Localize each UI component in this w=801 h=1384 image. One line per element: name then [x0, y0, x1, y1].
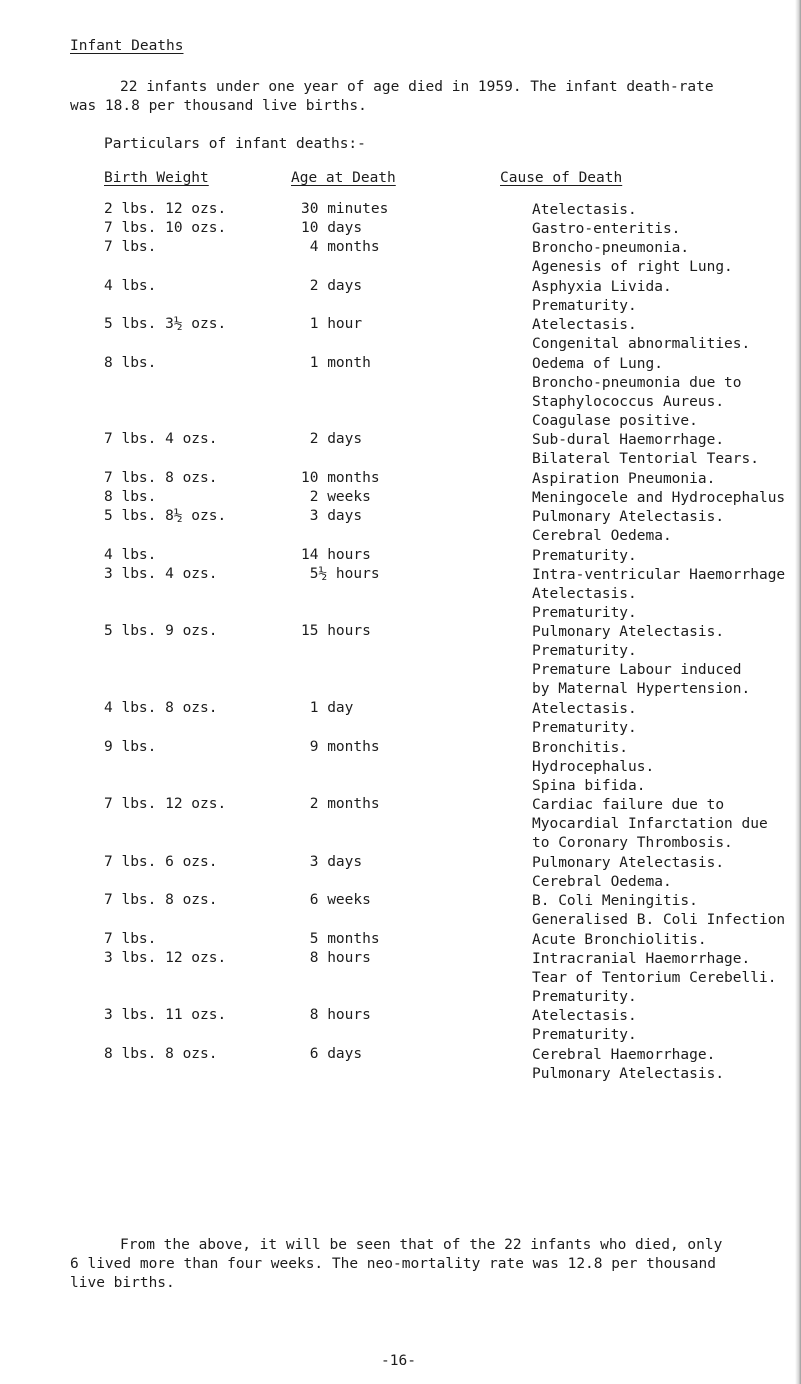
- cause-line: Prematurity.: [532, 1027, 637, 1043]
- birth-weight-cell: 7 lbs. 10 ozs.: [104, 220, 227, 236]
- cause-of-death-cell: [532, 201, 798, 220]
- cause-line: Prematurity.: [532, 720, 637, 736]
- age-at-death-cell: 10 months: [301, 470, 380, 486]
- cause-line: Gastro-enteritis.: [532, 221, 681, 237]
- cause-line: Pulmonary Atelectasis.: [532, 509, 725, 525]
- cause-line: Cerebral Oedema.: [532, 874, 672, 890]
- cause-line: Atelectasis.: [532, 317, 637, 333]
- birth-weight-cell: 5 lbs. 3½ ozs.: [104, 316, 227, 332]
- cause-of-death-cell: [532, 931, 798, 950]
- cause-of-death-cell: [532, 220, 798, 239]
- cause-line: Generalised B. Coli Infection: [532, 912, 786, 928]
- age-at-death-cell: 9 months: [301, 739, 380, 755]
- cause-line: Coagulase positive.: [532, 413, 698, 429]
- cause-line: Tear of Tentorium Cerebelli.: [532, 970, 777, 986]
- birth-weight-cell: 4 lbs.: [104, 547, 157, 563]
- cause-line: Sub-dural Haemorrhage.: [532, 432, 725, 448]
- cause-line: Myocardial Infarctation due: [532, 816, 768, 832]
- cause-line: Atelectasis.: [532, 1008, 637, 1024]
- intro-line-2: was 18.8 per thousand live births.: [70, 98, 367, 114]
- cause-line: Atelectasis.: [532, 701, 637, 717]
- age-at-death-cell: 2 days: [301, 431, 363, 447]
- birth-weight-cell: 2 lbs. 12 ozs.: [104, 201, 227, 217]
- cause-of-death-cell: [532, 950, 798, 1007]
- summary-line-2: 6 lived more than four weeks. The neo-mortality rate was 12.8 per thousand: [70, 1256, 717, 1272]
- age-at-death-cell: 5 months: [301, 931, 380, 947]
- cause-line: Prematurity.: [532, 643, 637, 659]
- cause-line: Pulmonary Atelectasis.: [532, 624, 725, 640]
- birth-weight-cell: 7 lbs. 8 ozs.: [104, 892, 218, 908]
- cause-of-death-cell: [532, 566, 798, 623]
- summary-line-3: live births.: [70, 1275, 175, 1291]
- cause-of-death-cell: [532, 489, 798, 508]
- cause-line: Broncho-pneumonia due to: [532, 375, 742, 391]
- birth-weight-cell: 7 lbs.: [104, 931, 157, 947]
- birth-weight-cell: 4 lbs.: [104, 278, 157, 294]
- summary-paragraph: [70, 1236, 790, 1293]
- cause-of-death-cell: [532, 316, 798, 354]
- intro-line-1: 22 infants under one year of age died in 1959. The infant death-rate: [120, 79, 714, 95]
- birth-weight-cell: 5 lbs. 8½ ozs.: [104, 508, 227, 524]
- age-at-death-cell: 1 day: [301, 700, 354, 716]
- particulars-heading: Particulars of infant deaths:-: [104, 136, 366, 152]
- birth-weight-cell: 8 lbs.: [104, 489, 157, 505]
- cause-of-death-cell: [532, 700, 798, 738]
- age-at-death-cell: 6 days: [301, 1046, 363, 1062]
- age-at-death-cell: 4 months: [301, 239, 380, 255]
- cause-line: Intra-ventricular Haemorrhage: [532, 567, 786, 583]
- age-at-death-cell: 14 hours: [301, 547, 371, 563]
- cause-line: by Maternal Hypertension.: [532, 681, 751, 697]
- birth-weight-cell: 7 lbs. 4 ozs.: [104, 431, 218, 447]
- age-at-death-cell: 30 minutes: [301, 201, 389, 217]
- cause-of-death-cell: [532, 278, 798, 316]
- birth-weight-cell: 3 lbs. 12 ozs.: [104, 950, 227, 966]
- age-at-death-cell: 8 hours: [301, 950, 371, 966]
- cause-line: Premature Labour induced: [532, 662, 742, 678]
- age-at-death-cell: 3 days: [301, 508, 363, 524]
- cause-of-death-cell: [532, 892, 798, 930]
- birth-weight-cell: 4 lbs. 8 ozs.: [104, 700, 218, 716]
- column-header-age-at-death: Age at Death: [291, 170, 396, 186]
- age-at-death-cell: 6 weeks: [301, 892, 371, 908]
- cause-line: Acute Bronchiolitis.: [532, 932, 707, 948]
- age-at-death-cell: 1 hour: [301, 316, 363, 332]
- column-header-birth-weight: Birth Weight: [104, 170, 209, 186]
- cause-of-death-cell: [532, 547, 798, 566]
- cause-line: Atelectasis.: [532, 202, 637, 218]
- cause-line: Cerebral Oedema.: [532, 528, 672, 544]
- cause-line: Congenital abnormalities.: [532, 336, 751, 352]
- cause-line: Hydrocephalus.: [532, 759, 655, 775]
- cause-line: Meningocele and Hydrocephalus: [532, 490, 786, 506]
- age-at-death-cell: 2 weeks: [301, 489, 371, 505]
- cause-line: Bilateral Tentorial Tears.: [532, 451, 759, 467]
- age-at-death-cell: 2 days: [301, 278, 363, 294]
- age-at-death-cell: 5½ hours: [301, 566, 380, 582]
- age-at-death-cell: 8 hours: [301, 1007, 371, 1023]
- cause-line: Pulmonary Atelectasis.: [532, 855, 725, 871]
- age-at-death-cell: 10 days: [301, 220, 363, 236]
- birth-weight-cell: 7 lbs. 12 ozs.: [104, 796, 227, 812]
- age-at-death-cell: 1 month: [301, 355, 371, 371]
- page-title: Infant Deaths: [70, 38, 184, 54]
- birth-weight-cell: 5 lbs. 9 ozs.: [104, 623, 218, 639]
- cause-of-death-cell: [532, 623, 798, 699]
- cause-line: Staphylococcus Aureus.: [532, 394, 725, 410]
- cause-line: Aspiration Pneumonia.: [532, 471, 716, 487]
- cause-of-death-cell: [532, 470, 798, 489]
- cause-line: Prematurity.: [532, 605, 637, 621]
- cause-line: Agenesis of right Lung.: [532, 259, 733, 275]
- cause-line: Cardiac failure due to: [532, 797, 725, 813]
- cause-line: Cerebral Haemorrhage.: [532, 1047, 716, 1063]
- age-at-death-cell: 3 days: [301, 854, 363, 870]
- cause-of-death-cell: [532, 508, 798, 546]
- cause-line: Intracranial Haemorrhage.: [532, 951, 751, 967]
- cause-of-death-cell: [532, 796, 798, 853]
- summary-line-1: From the above, it will be seen that of the 22 infants who died, only: [120, 1237, 723, 1253]
- birth-weight-cell: 7 lbs. 8 ozs.: [104, 470, 218, 486]
- column-header-cause-of-death: Cause of Death: [500, 170, 623, 186]
- cause-of-death-cell: [532, 854, 798, 892]
- cause-of-death-cell: [532, 239, 798, 277]
- cause-line: B. Coli Meningitis.: [532, 893, 698, 909]
- cause-of-death-cell: [532, 739, 798, 796]
- cause-line: Asphyxia Livida.: [532, 279, 672, 295]
- cause-of-death-cell: [532, 355, 798, 431]
- cause-line: Broncho-pneumonia.: [532, 240, 690, 256]
- cause-line: Spina bifida.: [532, 778, 646, 794]
- age-at-death-cell: 15 hours: [301, 623, 371, 639]
- cause-of-death-cell: [532, 1046, 798, 1084]
- birth-weight-cell: 8 lbs.: [104, 355, 157, 371]
- cause-line: Prematurity.: [532, 298, 637, 314]
- cause-of-death-cell: [532, 431, 798, 469]
- intro-paragraph: [70, 78, 790, 116]
- birth-weight-cell: 7 lbs.: [104, 239, 157, 255]
- birth-weight-cell: 3 lbs. 4 ozs.: [104, 566, 218, 582]
- birth-weight-cell: 9 lbs.: [104, 739, 157, 755]
- birth-weight-cell: 7 lbs. 6 ozs.: [104, 854, 218, 870]
- cause-line: Atelectasis.: [532, 586, 637, 602]
- cause-line: Prematurity.: [532, 548, 637, 564]
- birth-weight-cell: 8 lbs. 8 ozs.: [104, 1046, 218, 1062]
- cause-line: Bronchitis.: [532, 740, 629, 756]
- cause-line: Prematurity.: [532, 989, 637, 1005]
- page-number: -16-: [381, 1353, 416, 1369]
- birth-weight-cell: 3 lbs. 11 ozs.: [104, 1007, 227, 1023]
- cause-line: Pulmonary Atelectasis.: [532, 1066, 725, 1082]
- age-at-death-cell: 2 months: [301, 796, 380, 812]
- cause-of-death-cell: [532, 1007, 798, 1045]
- cause-line: Oedema of Lung.: [532, 356, 663, 372]
- cause-line: to Coronary Thrombosis.: [532, 835, 733, 851]
